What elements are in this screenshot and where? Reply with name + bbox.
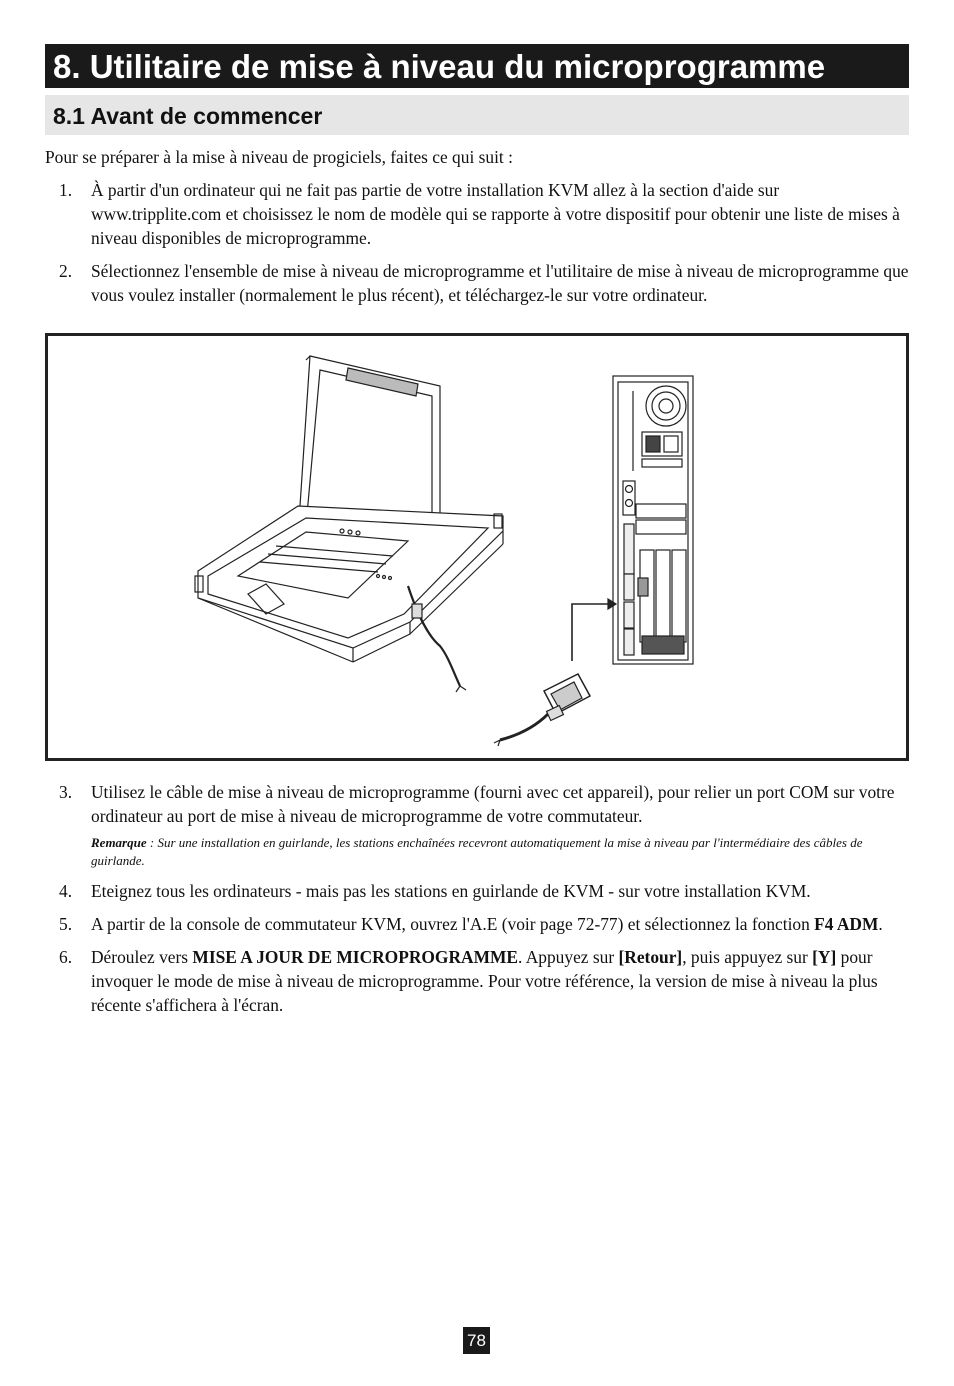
step-5 bbox=[45, 912, 909, 936]
step-text: Sélectionnez l'ensemble de mise à niveau de microprogramme et l'utilitaire de mise à niveau de microprogramme que vous voulez installer (normalement le plus récent), et téléchargez-le sur votre ordinateur. bbox=[91, 261, 909, 305]
step-text: . Appuyez sur bbox=[518, 947, 619, 967]
chapter-title: 8. Utilitaire de mise à niveau du microprogramme bbox=[45, 44, 909, 88]
step-text: Déroulez vers bbox=[91, 947, 193, 967]
step-2 bbox=[45, 259, 909, 307]
section-title: 8.1 Avant de commencer bbox=[45, 95, 909, 135]
note-label: Remarque bbox=[91, 835, 147, 850]
steps-list-bottom bbox=[45, 780, 909, 1017]
kvm-console-illustration bbox=[195, 356, 503, 692]
step-text-bold: [Y] bbox=[812, 947, 837, 967]
step-text: Utilisez le câble de mise à niveau de microprogramme (fourni avec cet appareil), pour relier un port COM sur votre ordinateur au port de mise à niveau de microprogramme de votre commutateur. bbox=[91, 782, 895, 826]
note-text: : Sur une installation en guirlande, les stations enchaînées recevront automatiquement la mise à niveau par l'intermédiaire des câbles de guirlande. bbox=[91, 835, 863, 868]
step-3 bbox=[45, 780, 909, 870]
step-text-bold: [Retour] bbox=[618, 947, 683, 967]
step-text: À partir d'un ordinateur qui ne fait pas partie de votre installation KVM allez à la section d'aide sur www.tripplite.com et choisissez le nom de modèle qui se rapporte à votre dispositif pour obtenir une liste de mises à niveau disponibles de microprogramme. bbox=[91, 180, 900, 248]
serial-connector-illustration bbox=[494, 674, 590, 746]
computer-rear-illustration bbox=[613, 376, 693, 664]
step-6 bbox=[45, 945, 909, 1017]
step-text-bold: MISE A JOUR DE MICROPROGRAMME bbox=[192, 947, 518, 967]
step-number: 1. bbox=[59, 180, 73, 200]
step-text: , puis appuyez sur bbox=[682, 947, 813, 967]
step-number: 2. bbox=[59, 261, 73, 281]
step-4 bbox=[45, 879, 909, 903]
step-text-bold: F4 ADM bbox=[814, 914, 879, 934]
note-paragraph bbox=[91, 834, 909, 870]
connection-diagram bbox=[45, 333, 909, 761]
step-text: Eteignez tous les ordinateurs - mais pas les stations en guirlande de KVM - sur votre installation KVM. bbox=[91, 881, 811, 901]
connection-line bbox=[572, 604, 608, 661]
step-number: 3. bbox=[59, 782, 73, 802]
kvm-to-computer-illustration bbox=[48, 336, 906, 758]
step-number: 4. bbox=[59, 881, 73, 901]
steps-list-top bbox=[45, 178, 909, 307]
page-content bbox=[45, 44, 909, 307]
step-1 bbox=[45, 178, 909, 250]
step-text: pour invoquer le mode de mise à niveau de microprogramme. Pour votre référence, la version de mise à niveau la plus récente s'affichera à l'écran. bbox=[91, 947, 878, 1015]
page-number: 78 bbox=[463, 1327, 490, 1354]
step-text: A partir de la console de commutateur KVM, ouvrez l'A.E (voir page 72-77) et sélectionnez la fonction bbox=[91, 914, 815, 934]
step-number: 5. bbox=[59, 914, 73, 934]
intro-paragraph: Pour se préparer à la mise à niveau de progiciels, faites ce qui suit : bbox=[45, 147, 513, 167]
step-text: . bbox=[878, 914, 883, 934]
step-number: 6. bbox=[59, 947, 73, 967]
